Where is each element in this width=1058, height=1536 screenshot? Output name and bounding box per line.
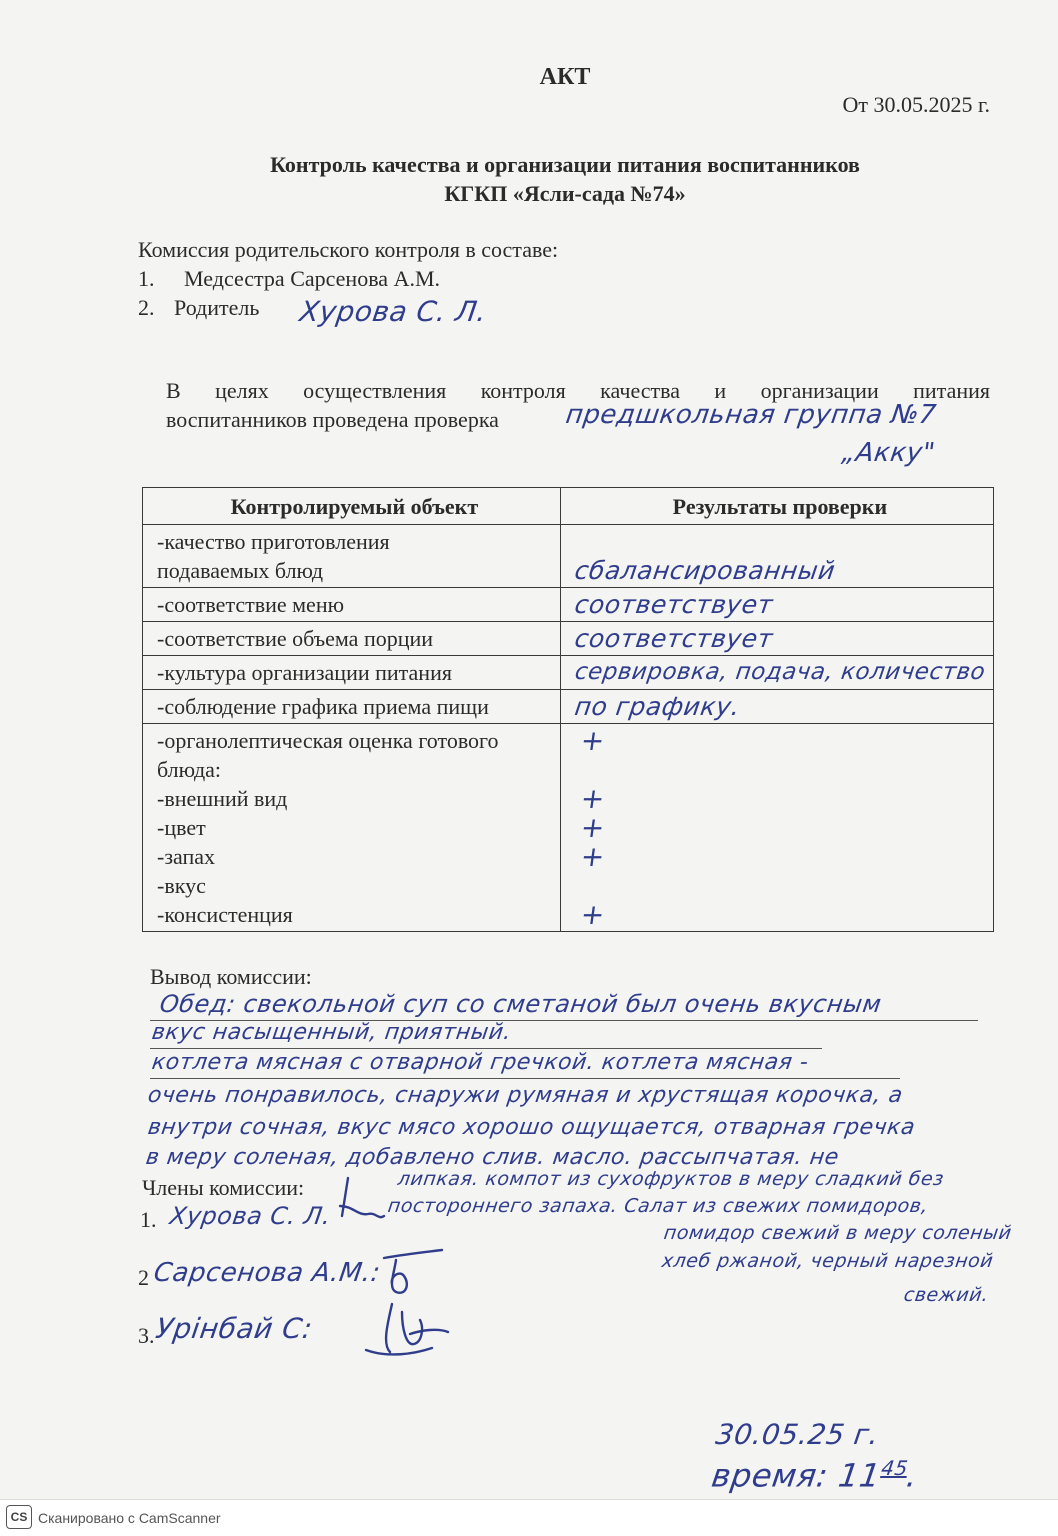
table-row [143,622,994,656]
member-number: 2. [138,295,155,320]
heading-line-1: Контроль качества и организации питания воспитанников [270,152,860,177]
signature-number: 3. [138,1323,155,1348]
result-mark [573,755,987,784]
object-line: -соответствие объема порции [157,626,434,651]
conclusion-line: внутри сочная, вкус мясо хорошо ощущается, отварная гречка [146,1115,917,1140]
result-cell [560,622,993,656]
conclusion-line: вкус насыщенный, приятный. [150,1020,513,1045]
signature-3 [362,1298,452,1362]
table-row [143,690,994,724]
commission-intro: Комиссия родительского контроля в составе: [138,237,559,262]
member-2 [138,295,259,321]
table-row [143,724,994,932]
conclusion-line: котлета мясная с отварной гречкой. котлета мясная - [150,1050,811,1075]
member-1 [138,266,440,292]
object-line: подаваемых блюд [157,558,324,583]
result-text: соответствует [572,590,775,619]
object-line: -цвет [157,815,206,840]
document-date: От 30.05.2025 г. [842,92,990,117]
signature-number: 1. [140,1207,157,1232]
conclusion-line: липкая. компот из сухофруктов в меру сладкий без [396,1168,946,1190]
result-cell [560,525,993,588]
object-line: -органолептическая оценка готового [157,728,499,753]
result-mark: + [578,724,608,757]
camscanner-text: Сканировано с CamScanner [38,1510,221,1526]
conclusion-line: помидор свежий в меру соленый [662,1222,1014,1244]
object-line: -вкус [157,873,206,898]
conclusion-line: свежий. [902,1284,991,1306]
time-minutes: 45 [879,1456,910,1480]
sign-time: время: $11^{45}$. [709,1456,921,1495]
object-cell [143,656,561,690]
heading-line-2: КГКП «Ясли-сада №74» [444,181,686,206]
signatures-label: Члены комиссии: [142,1175,305,1200]
object-line: -запах [157,844,216,869]
conclusion-label: Вывод комиссии: [150,964,312,989]
object-line: -соблюдение графика приема пищи [157,694,489,719]
member-text: Родитель [174,295,260,320]
rule-line [150,1048,822,1049]
result-text: по графику. [572,692,742,721]
conclusion-line: очень понравилось, снаружи румяная и хрустящая корочка, а [146,1083,905,1108]
result-text: соответствует [572,624,775,653]
purpose-line-2: воспитанников проведена проверка [166,407,499,432]
result-mark: + [578,811,608,844]
conclusion-line: Обед: свекольной суп со сметаной был очень вкусным [158,990,884,1018]
signature-number: 2 [138,1265,149,1290]
conclusion-line: хлеб ржаной, черный нарезной [660,1250,995,1272]
table-row [143,656,994,690]
camscanner-logo-icon: CS [6,1505,32,1529]
conclusion-line: в меру соленая, добавлено слив. масло. рассыпчатая. не [144,1145,841,1170]
result-mark: + [578,898,608,931]
group-name-handwritten-2: „Акку" [839,438,938,468]
signature-name: Сарсенова А.М.: [151,1258,383,1288]
result-mark: + [578,782,608,815]
inspection-table [142,487,994,932]
result-text: сбалансированный [572,556,837,585]
conclusion-line: постороннего запаха. Салат из свежих помидоров, [386,1195,930,1217]
document-title: АКТ [539,64,591,90]
object-cell [143,588,561,622]
result-cell [560,690,993,724]
purpose-line-1: В целях осуществления контроля качества и организации питания [166,378,990,403]
parent-name-handwritten: Хурова С. Л. [297,295,489,328]
result-cell [560,656,993,690]
header-result: Результаты проверки [560,488,993,525]
object-line: -консистенция [157,902,293,927]
table-row [143,525,994,588]
group-name-handwritten: предшкольная группа №7 [563,400,939,430]
table-row [143,588,994,622]
object-line: -качество приготовления [157,529,390,554]
signature-name: Урінбай С: [153,1312,315,1345]
object-line: -культура организации питания [157,660,452,685]
object-cell [143,525,561,588]
object-line: блюда: [157,757,222,782]
member-text: Медсестра Сарсенова А.М. [184,266,441,291]
table-header-row [143,488,994,525]
signature-name: Хурова С. Л. [168,1202,333,1230]
member-number: 1. [138,266,155,291]
time-label: время: 11 [709,1456,884,1495]
signature-2 [376,1248,446,1298]
sign-date: 30.05.25 г. [713,1418,882,1451]
result-text: сервировка, подача, количество [573,659,987,685]
object-cell [143,690,561,724]
result-cell [560,724,993,932]
result-mark [573,871,987,900]
object-line: -соответствие меню [157,592,345,617]
signature-1 [318,1176,388,1236]
result-mark: + [578,840,608,873]
header-object: Контролируемый объект [143,488,561,525]
result-cell [560,588,993,622]
object-line: -внешний вид [157,786,288,811]
rule-line [150,1078,900,1079]
object-cell [143,724,561,932]
object-cell [143,622,561,656]
